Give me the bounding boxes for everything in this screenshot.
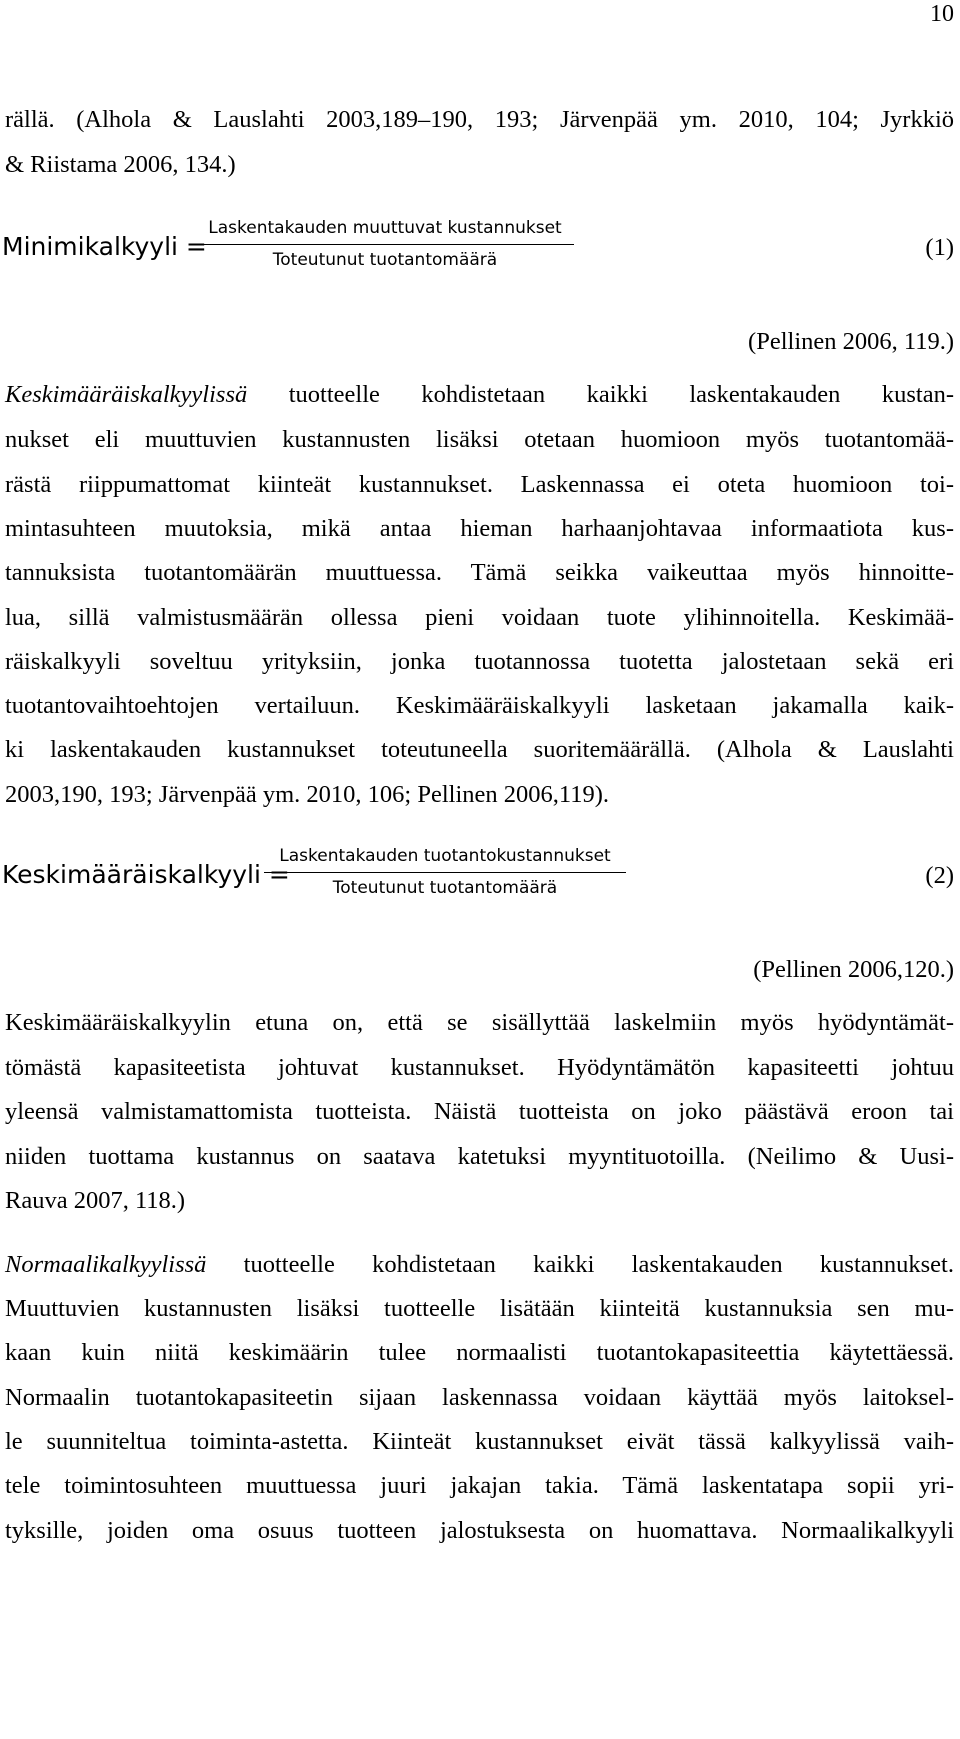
equation-citation: (Pellinen 2006,120.) [753, 956, 954, 983]
term-italic: Normaalikalkyylissä [5, 1251, 207, 1278]
equation-lhs: Keskimääräiskalkyyli = [2, 860, 290, 889]
fraction-denominator: Toteutunut tuotantomäärä [332, 878, 558, 898]
equation-fraction [196, 218, 574, 270]
text-line: & Riistama 2006, 134.) [5, 151, 236, 178]
text-span: tuotteelle kohdistetaan kaikki laskentakauden kustannukset. [206, 1251, 954, 1278]
text-line: tyksille, joiden oma osuus tuotteen jalostuksesta on huomattava. Normaalikalkyyli [5, 1517, 954, 1544]
text-line: tannuksista tuotantomäärän muuttuessa. Tämä seikka vaikeuttaa myös hinnoitte- [5, 559, 954, 586]
fraction-numerator: Laskentakauden muuttuvat kustannukset [208, 218, 562, 238]
text-line: nukset eli muuttuvien kustannusten lisäksi otetaan huomioon myös tuotantomää- [5, 426, 954, 453]
equation-fraction [264, 846, 626, 898]
fraction-numerator: Laskentakauden tuotantokustannukset [279, 846, 611, 866]
text-line: 2003,190, 193; Järvenpää ym. 2010, 106; Pellinen 2006,119). [5, 781, 610, 808]
page-number: 10 [930, 1, 954, 27]
text-line [5, 1250, 954, 1280]
text-line: rällä. (Alhola & Lauslahti 2003,189–190, 193; Järvenpää ym. 2010, 104; Jyrkkiö [5, 106, 954, 133]
fraction-bar [264, 872, 626, 873]
equation-lhs: Minimikalkyyli = [2, 232, 207, 261]
fraction-denominator: Toteutunut tuotantomäärä [272, 250, 498, 270]
text-line: kaan kuin niitä keskimäärin tulee normaalisti tuotantokapasiteettia käytettäessä. [5, 1339, 954, 1366]
term-italic: Keskimääräiskalkyylissä [5, 381, 248, 408]
text-line: Normaalin tuotantokapasiteetin sijaan laskennassa voidaan käyttää myös laitoksel- [5, 1384, 954, 1411]
text-line: tele toimintosuhteen muuttuessa juuri jakajan takia. Tämä laskentatapa sopii yri- [5, 1472, 954, 1499]
text-line [5, 380, 954, 410]
text-line: ki laskentakauden kustannukset toteutuneella suoritemäärällä. (Alhola & Lauslahti [5, 736, 954, 763]
text-span: tuotteelle kohdistetaan kaikki laskentakauden kustan- [247, 381, 954, 408]
text-line: tuotantovaihtoehtojen vertailuun. Keskimääräiskalkyyli lasketaan jakamalla kaik- [5, 692, 954, 719]
equation-number: (2) [925, 862, 954, 889]
equation-citation: (Pellinen 2006, 119.) [748, 328, 954, 355]
text-line: yleensä valmistamattomista tuotteista. Näistä tuotteista on joko päästävä eroon tai [5, 1098, 954, 1125]
text-line: niiden tuottama kustannus on saatava katetuksi myyntituotoilla. (Neilimo & Uusi- [5, 1143, 954, 1170]
text-line: Rauva 2007, 118.) [5, 1187, 186, 1214]
text-line: le suunniteltua toiminta-astetta. Kiinteät kustannukset eivät tässä kalkyylissä vaih- [5, 1428, 954, 1455]
text-line: Keskimääräiskalkyylin etuna on, että se sisällyttää laskelmiin myös hyödyntämät- [5, 1009, 954, 1036]
text-line: mintasuhteen muutoksia, mikä antaa hieman harhaanjohtavaa informaatiota kus- [5, 515, 954, 542]
fraction-bar [196, 244, 574, 245]
equation-number: (1) [925, 234, 954, 261]
text-line: tömästä kapasiteetista johtuvat kustannukset. Hyödyntämätön kapasiteetti johtuu [5, 1054, 954, 1081]
text-line: rästä riippumattomat kiinteät kustannukset. Laskennassa ei oteta huomioon toi- [5, 471, 954, 498]
text-line: Muuttuvien kustannusten lisäksi tuotteelle lisätään kiinteitä kustannuksia sen mu- [5, 1295, 954, 1322]
text-line: räiskalkyyli soveltuu yrityksiin, jonka tuotannossa tuotetta jalostetaan sekä eri [5, 648, 954, 675]
text-line: lua, sillä valmistusmäärän ollessa pieni voidaan tuote ylihinnoitella. Keskimää- [5, 604, 954, 631]
